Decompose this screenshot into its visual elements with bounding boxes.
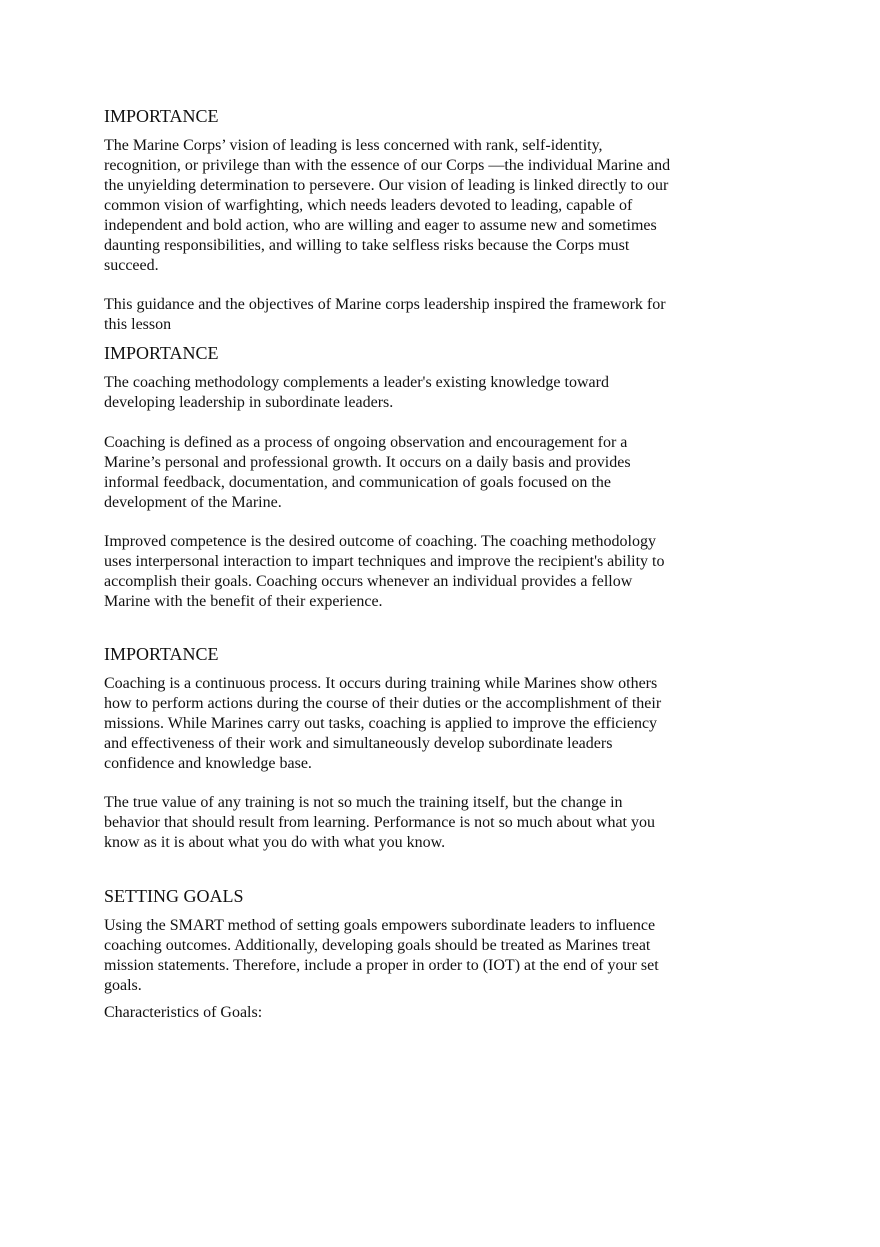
section-heading-importance-3: IMPORTANCE [104,644,219,664]
text-line: mission statements. Therefore, include a proper in order to (IOT) at the end of your set [104,957,659,974]
text-line: The true value of any training is not so much the training itself, but the change in [104,794,623,811]
paragraph-coaching-definition [104,433,744,513]
text-line: missions. While Marines carry out tasks, coaching is applied to improve the efficiency [104,715,658,732]
text-line: confidence and knowledge base. [104,755,312,772]
text-line: know as it is about what you do with what you know. [104,834,446,851]
text-line: The Marine Corps’ vision of leading is less concerned with rank, self-identity, [104,137,603,154]
text-line: This guidance and the objectives of Marine corps leadership inspired the framework for [104,296,666,313]
section-heading-setting-goals: SETTING GOALS [104,886,244,906]
text-line: how to perform actions during the course of their duties or the accomplishment of their [104,695,662,712]
text-line: informal feedback, documentation, and communication of goals focused on the [104,474,611,491]
section-heading-importance-2: IMPORTANCE [104,343,219,363]
text-line: this lesson [104,316,172,333]
paragraph-smart-method [104,916,744,996]
text-line: Characteristics of Goals: [104,1004,263,1021]
text-line: Marine’s personal and professional growth. It occurs on a daily basis and provides [104,454,631,471]
text-line: goals. [104,977,142,994]
text-line: Coaching is a continuous process. It occurs during training while Marines show others [104,675,658,692]
paragraph-improved-competence [104,532,744,612]
text-line: common vision of warfighting, which needs leaders devoted to leading, capable of [104,197,633,214]
paragraph-continuous-process [104,674,744,774]
text-line: coaching outcomes. Additionally, developing goals should be treated as Marines treat [104,937,651,954]
text-line: accomplish their goals. Coaching occurs whenever an individual provides a fellow [104,573,633,590]
text-line: succeed. [104,257,159,274]
section-heading-importance-1: IMPORTANCE [104,106,219,126]
text-line: Marine with the benefit of their experience. [104,593,383,610]
text-line: developing leadership in subordinate leaders. [104,394,394,411]
text-line: Improved competence is the desired outcome of coaching. The coaching methodology [104,533,656,550]
text-line: independent and bold action, who are willing and eager to assume new and sometimes [104,217,657,234]
text-line: Coaching is defined as a process of ongoing observation and encouragement for a [104,434,628,451]
text-line: the unyielding determination to persevere. Our vision of leading is linked directly to our [104,177,669,194]
text-line: development of the Marine. [104,494,282,511]
text-line: and effectiveness of their work and simultaneously develop subordinate leaders [104,735,613,752]
text-line: behavior that should result from learning. Performance is not so much about what you [104,814,655,831]
paragraph-coaching-methodology [104,373,744,413]
paragraph-vision-of-leading [104,136,744,276]
paragraph-guidance [104,295,744,335]
text-line: daunting responsibilities, and willing to take selfless risks because the Corps must [104,237,630,254]
text-line: uses interpersonal interaction to impart techniques and improve the recipient's ability to [104,553,665,570]
text-line: The coaching methodology complements a leader's existing knowledge toward [104,374,609,391]
paragraph-true-value [104,793,744,853]
text-line: Using the SMART method of setting goals empowers subordinate leaders to influence [104,917,656,934]
text-line: recognition, or privilege than with the essence of our Corps —the individual Marine and [104,157,671,174]
paragraph-characteristics-of-goals [104,1003,744,1023]
